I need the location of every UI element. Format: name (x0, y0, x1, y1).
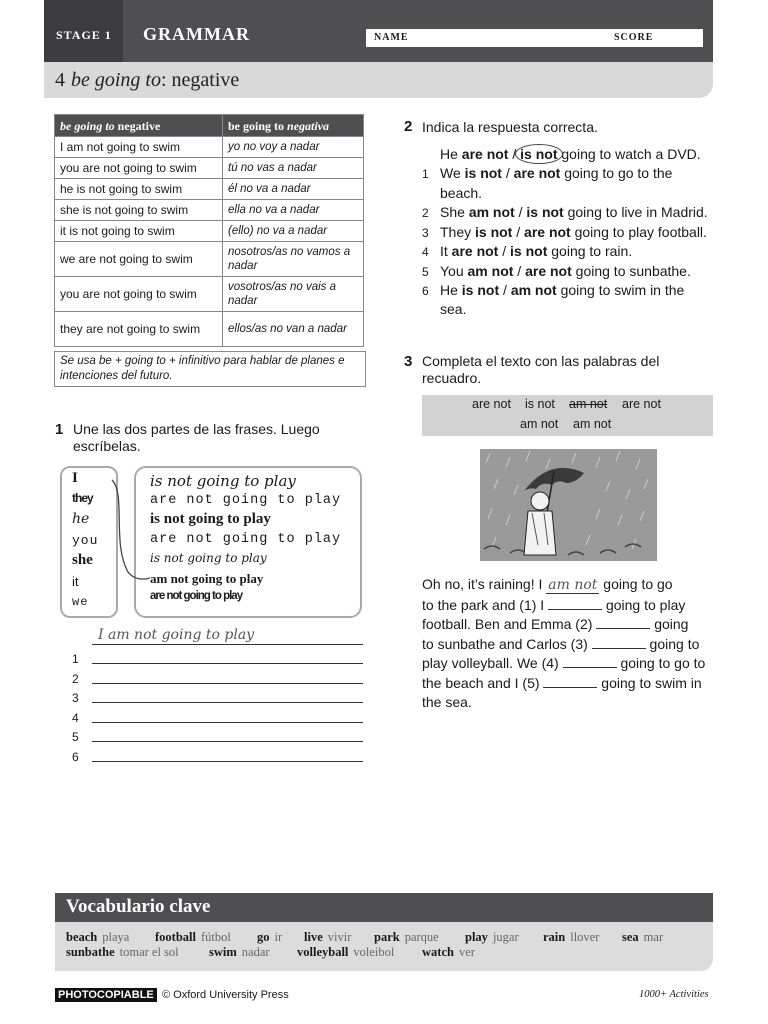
sentence: You am not / are not going to sunbathe. (440, 263, 691, 279)
option[interactable]: am not (467, 263, 514, 279)
table-row (55, 137, 364, 158)
option[interactable]: is not (475, 224, 513, 240)
name-label: NAME (374, 32, 409, 43)
vocab-item: park parque (374, 930, 439, 944)
vocab-item: football fútbol (155, 930, 231, 944)
verb-phrase[interactable]: is not going to play (150, 551, 267, 565)
option[interactable]: is not (526, 204, 564, 220)
line-number: 6 (72, 750, 79, 764)
vocab-item: play jugar (465, 930, 519, 944)
line-number: 4 (72, 711, 79, 725)
option[interactable]: are not (513, 165, 561, 181)
answer-line[interactable] (92, 722, 363, 723)
blank-5[interactable] (543, 675, 597, 688)
table-row (55, 277, 364, 312)
example-answer: am not (548, 577, 598, 593)
score-label: SCORE (614, 32, 654, 43)
table-header-spanish: be going to negativa (223, 115, 364, 137)
table-cell-es: nosotros/as no vamos a nadar (223, 242, 364, 277)
answer-line[interactable] (92, 663, 363, 664)
line-number: 1 (72, 652, 79, 666)
table-cell-es: ella no va a nadar (223, 200, 364, 221)
grammar-note: Se usa be + going to + infinitivo para hablar de planes e intenciones del futuro. (54, 351, 366, 387)
word-box-item-used: am not (569, 397, 608, 411)
option[interactable]: are not (451, 243, 499, 259)
word-box-item: is not (525, 397, 555, 411)
vocab-item: watch ver (422, 945, 475, 959)
photocopiable-label: PHOTOCOPIABLE (55, 988, 157, 1002)
stage-label: STAGE 1 (56, 28, 112, 42)
subject-word[interactable]: they (72, 491, 93, 505)
vocab-item: sunbathe tomar el sol (66, 945, 179, 959)
exercise-3-instruction: Completa el texto con las palabras del recuadro. (422, 353, 660, 386)
sentence: He is not / am not going to swim in the (440, 282, 685, 298)
verb-phrase[interactable]: is not going to play (150, 511, 271, 527)
line-number: 2 (72, 672, 79, 686)
item-number: 3 (422, 226, 429, 240)
subject-word[interactable]: you (72, 533, 99, 548)
vocab-item: sea mar (622, 930, 664, 944)
option[interactable]: are not (524, 224, 571, 240)
answer-circle (515, 144, 563, 164)
word-box-item: am not (520, 417, 559, 431)
table-row (55, 179, 364, 200)
vocabulary-title: Vocabulario clave (66, 896, 211, 917)
unit-title-rest: : negative (161, 69, 240, 91)
table-cell-en: we are not going to swim (55, 242, 223, 277)
answer-line[interactable] (92, 702, 363, 703)
verb-phrase[interactable]: is not going to play (150, 472, 296, 490)
publisher-credit: © Oxford University Press (162, 989, 289, 1001)
sentence: We is not / are not going to go to the (440, 165, 673, 181)
subject-word[interactable]: we (72, 595, 89, 609)
book-title: 1000+ Activities (639, 989, 709, 1000)
sentence: It are not / is not going to rain. (440, 243, 633, 259)
section-title: GRAMMAR (143, 24, 250, 44)
example-sentence: He are not / is not going to watch a DVD. (440, 146, 701, 162)
table-cell-es: tú no vas a nadar (223, 158, 364, 179)
table-cell-es: (ello) no va a nadar (223, 221, 364, 242)
exercise-2-instruction: Indica la respuesta correcta. (422, 119, 598, 135)
option[interactable]: am not (510, 282, 557, 298)
table-header-row (55, 115, 364, 137)
example-answer: I am not going to play (98, 627, 255, 643)
subject-word[interactable]: she (72, 552, 93, 568)
rain-illustration (480, 449, 657, 561)
table-cell-en: they are not going to swim (55, 312, 223, 347)
table-cell-es: ellos/as no van a nadar (223, 312, 364, 347)
verb-phrase[interactable]: am not going to play (150, 571, 264, 586)
table-row (55, 221, 364, 242)
exercise-1-instruction: Une las dos partes de las frases. Luego escríbelas. (73, 421, 320, 454)
table-row (55, 312, 364, 347)
table-cell-en: he is not going to swim (55, 179, 223, 200)
unit-title (55, 69, 239, 92)
item-number: 4 (422, 245, 429, 259)
table-cell-en: you are not going to swim (55, 158, 223, 179)
verb-phrase[interactable]: are not going to play (150, 590, 243, 602)
word-box-item: are not (622, 397, 661, 411)
blank-1[interactable] (548, 597, 602, 610)
exercise-2-number: 2 (404, 118, 413, 135)
vocab-item: live vivir (304, 930, 352, 944)
sentence: She am not / is not going to live in Madrid. (440, 204, 708, 220)
item-number: 1 (422, 167, 429, 181)
word-box (422, 395, 713, 436)
option[interactable]: am not (468, 204, 515, 220)
option[interactable]: is not (461, 282, 500, 298)
match-line (104, 474, 154, 584)
table-header-english: be going to negative (55, 115, 223, 137)
story-text: Oh no, it’s raining! I am not going to go to the park and (1) I going to play football. Ben and Emma (2) going to sunbathe and Carlos (3) going to play volleyball. We (4) going to go to the beach and I (5) going to swim in the sea. (422, 576, 706, 710)
exercise-1-number: 1 (55, 421, 64, 438)
vocab-item: swim nadar (209, 945, 270, 959)
table-row (55, 242, 364, 277)
sentence-continuation: sea. (440, 301, 467, 317)
unit-number: 4 (55, 69, 65, 91)
subject-word[interactable]: I (72, 470, 78, 486)
table-cell-es: yo no voy a nadar (223, 137, 364, 158)
sentence-continuation: beach. (440, 185, 483, 201)
table-cell-es: vosotros/as no vais a nadar (223, 277, 364, 312)
blank-4[interactable] (563, 655, 617, 668)
word-box-item: are not (472, 397, 511, 411)
unit-title-italic: be going to (71, 69, 161, 91)
table-row (55, 158, 364, 179)
table-cell-en: it is not going to swim (55, 221, 223, 242)
answer-line[interactable] (92, 741, 363, 742)
grammar-table (54, 114, 364, 347)
table-row (55, 200, 364, 221)
answer-line[interactable] (92, 683, 363, 684)
table-cell-en: I am not going to swim (55, 137, 223, 158)
verb-phrase[interactable]: are not going to play (150, 493, 342, 508)
option[interactable]: are not (461, 146, 509, 162)
vocab-item: go ir (257, 930, 283, 944)
verb-phrase[interactable]: are not going to play (150, 532, 342, 547)
blank-2[interactable] (596, 616, 650, 629)
vocab-item: volleyball voleibol (297, 945, 395, 959)
table-cell-en: you are not going to swim (55, 277, 223, 312)
blank-3[interactable] (592, 636, 646, 649)
table-cell-en: she is not going to swim (55, 200, 223, 221)
subject-word[interactable]: he (72, 511, 90, 527)
answer-line-example (92, 644, 363, 645)
option-selected[interactable]: is not (520, 146, 558, 162)
item-number: 2 (422, 206, 429, 220)
sentence: They is not / are not going to play football. (440, 224, 707, 240)
option[interactable]: are not (525, 263, 572, 279)
vocab-item: rain llover (543, 930, 600, 944)
option[interactable]: is not (510, 243, 548, 259)
word-box-item: am not (573, 417, 612, 431)
item-number: 5 (422, 265, 429, 279)
line-number: 5 (72, 730, 79, 744)
subject-word[interactable]: it (72, 574, 79, 589)
line-number: 3 (72, 691, 79, 705)
exercise-3-number: 3 (404, 353, 413, 370)
table-cell-es: él no va a nadar (223, 179, 364, 200)
answer-line[interactable] (92, 761, 363, 762)
vocab-item: beach playa (66, 930, 130, 944)
item-number: 6 (422, 284, 429, 298)
option[interactable]: is not (464, 165, 502, 181)
